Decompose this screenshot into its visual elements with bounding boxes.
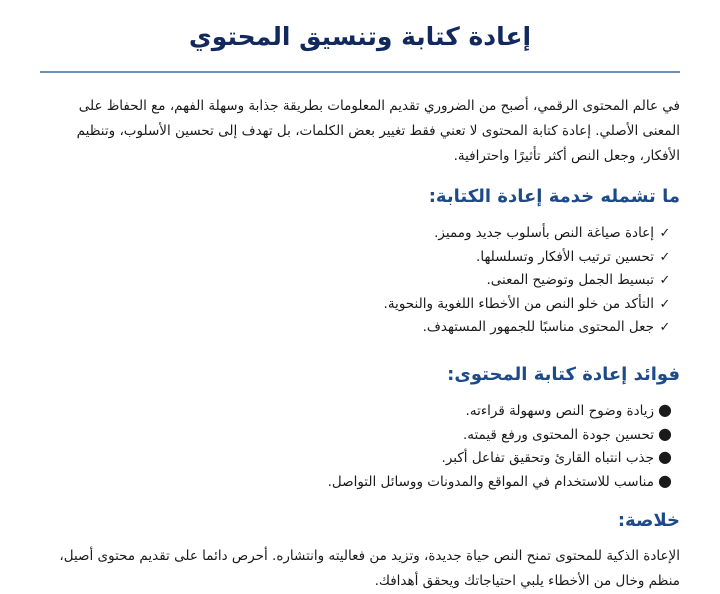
check-icon: ✓ <box>659 296 671 312</box>
bullet-icon: ● <box>658 447 672 466</box>
intro-paragraph: في عالم المحتوى الرقمي، أصبح من الضروري تقديم المعلومات بطريقة جذابة وسهلة الفهم، مع الحفاظ على المعنى الأصلي. إعادة كتابة المحتوى لا تعني فقط تغيير بعض الكلمات، بل تهدف إلى تحسين الأسلوب، وتنظيم الأفكار، وجعل النص أكثر تأثيرًا واحترافية. <box>76 98 680 164</box>
check-icon: ✓ <box>659 273 671 288</box>
list-item-text: جعل المحتوى مناسبًا للجمهور المستهدف. <box>422 319 654 335</box>
summary-paragraph: الإعادة الذكية للمحتوى تمنح النص حياة جديدة، وتزيد من فعاليته وانتشاره. أحرص دائما على تقديم محتوى أصيل، منظم وخال من الأخطاء يلبي احتياجاتك ويحقق أهدافك. <box>59 548 680 589</box>
list-item <box>384 269 676 293</box>
benefits-heading: فوائد إعادة كتابة المحتوى: <box>447 364 680 385</box>
list-item-text: تحسين ترتيب الأفكار وتسلسلها. <box>476 248 654 265</box>
list-item <box>328 398 676 422</box>
list-item-text: مناسب للاستخدام في المواقع والمدونات ووسائل التواصل. <box>327 473 654 490</box>
list-item-text: إعادة صياغة النص بأسلوب جديد ومميز. <box>434 225 654 241</box>
list-item <box>384 293 676 317</box>
list-item-text: جذب انتباه القارئ وتحقيق تفاعل أكبر. <box>441 450 654 466</box>
bullet-icon: ● <box>658 423 672 443</box>
list-item <box>384 246 676 270</box>
list-item-text: تحسين جودة المحتوى ورفع قيمته. <box>462 426 654 443</box>
benefits-list <box>328 398 676 492</box>
list-item <box>384 316 676 340</box>
list-item <box>328 445 676 469</box>
summary-heading: خلاصة: <box>617 510 680 531</box>
bullet-icon: ● <box>658 470 672 490</box>
check-icon: ✓ <box>659 249 671 265</box>
list-item <box>328 469 676 493</box>
check-icon: ✓ <box>659 226 671 241</box>
list-item <box>328 422 676 446</box>
page-title: إعادة كتابة وتنسيق المحتوي <box>188 22 532 51</box>
check-icon: ✓ <box>659 320 671 335</box>
title-divider <box>40 71 680 73</box>
list-item <box>384 222 676 246</box>
list-item-text: التأكد من خلو النص من الأخطاء اللغوية والنحوية. <box>383 295 654 312</box>
services-heading: ما تشمله خدمة إعادة الكتابة: <box>428 186 680 207</box>
list-item-text: زيادة وضوح النص وسهولة قراءته. <box>465 403 654 419</box>
bullet-icon: ● <box>658 400 672 419</box>
services-list <box>384 222 676 340</box>
list-item-text: تبسيط الجمل وتوضيح المعنى. <box>486 272 654 288</box>
